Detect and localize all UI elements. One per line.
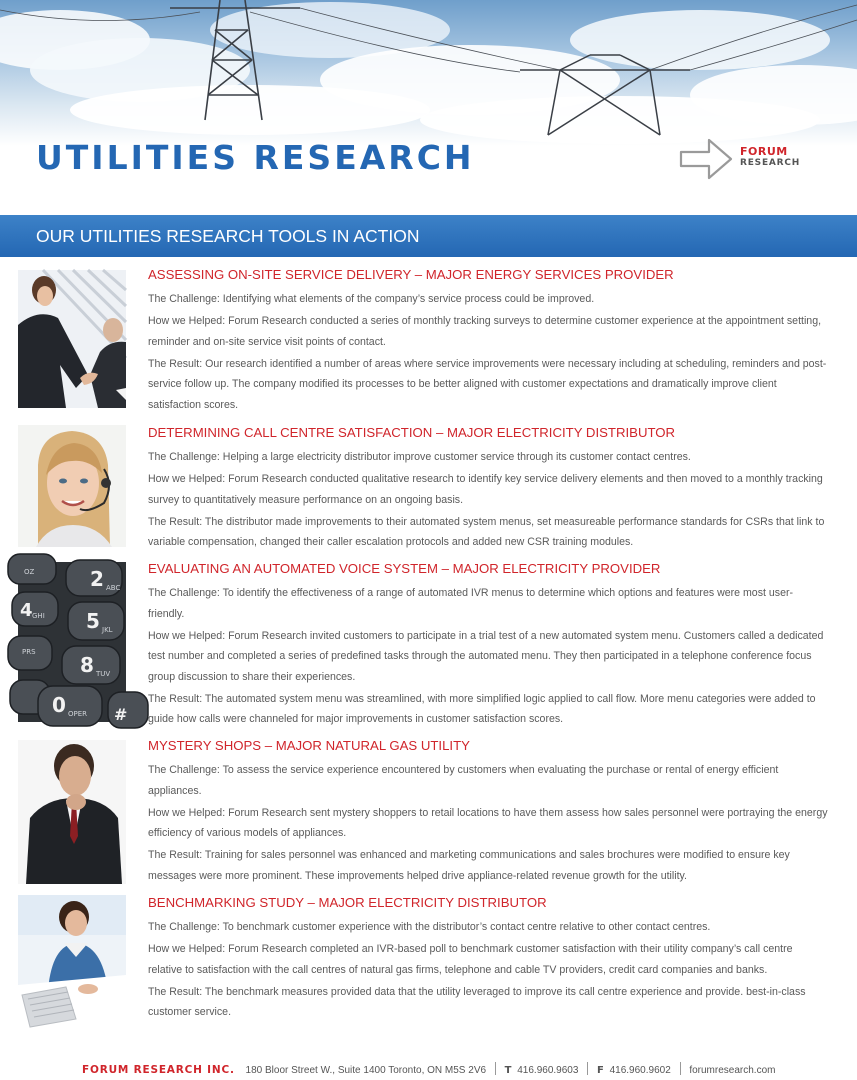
case-result: The Result: The benchmark measures provided data that the utility leveraged to improve its call centre experience and provide. best-in-class customer service. xyxy=(148,985,806,1018)
fax-icon: F xyxy=(596,1065,604,1076)
keypad-key-label: TUV xyxy=(96,670,111,678)
case-how-we-helped: How we Helped: Forum Research invited customers to participate in a trial test of a new automated system menu. Customers called a dedicated test number and completed a series of predefined tasks through the automated menu. They then participated in a telephone conference focus group discussion to share their experiences. xyxy=(148,629,824,683)
header-banner xyxy=(0,0,857,215)
keypad-key-label: OZ xyxy=(24,568,35,576)
keypad-key-label: JKL xyxy=(102,626,113,634)
section-title: OUR UTILITIES RESEARCH TOOLS IN ACTION xyxy=(36,226,420,246)
case-body xyxy=(148,895,828,1023)
woman-at-computer-photo xyxy=(18,895,126,1030)
keypad-key-label: 8 xyxy=(80,653,94,677)
logo-research-text: RESEARCH xyxy=(740,158,801,168)
case-challenge: The Challenge: To identify the effectiveness of a range of automated IVR menus to determine which options and features were most user-friendly. xyxy=(148,587,794,620)
footer xyxy=(82,1062,775,1078)
section-band xyxy=(0,215,857,257)
case-challenge: The Challenge: Helping a large electricity distributor improve customer service through its customer contact centres. xyxy=(148,451,691,463)
keypad-key-label: 4 xyxy=(20,600,33,621)
call-centre-agent-photo xyxy=(18,425,126,547)
footer-website-link[interactable]: forumresearch.com xyxy=(689,1065,776,1076)
phone-keypad-photo xyxy=(18,562,126,722)
case-how-we-helped: How we Helped: Forum Research sent mystery shoppers to retail locations to have them assess how sales personnel were portraying the energy efficiency of various models of appliances. xyxy=(148,806,828,839)
case-body xyxy=(148,425,828,553)
case-title: BENCHMARKING STUDY – MAJOR ELECTRICITY DISTRIBUTOR xyxy=(148,895,547,910)
case-body xyxy=(148,738,828,886)
case-result: The Result: The distributor made improvements to their automated system menus, set measureable performance standards for CSRs that link to variable compensation, changed their caller escalation protocols and added new CSR training modules. xyxy=(148,515,825,548)
keypad-key-label: 0 xyxy=(52,693,66,717)
divider xyxy=(680,1062,681,1075)
case-title: EVALUATING AN AUTOMATED VOICE SYSTEM – MAJOR ELECTRICITY PROVIDER xyxy=(148,561,661,576)
keypad-key-label: 5 xyxy=(86,609,100,633)
case-title: MYSTERY SHOPS – MAJOR NATURAL GAS UTILITY xyxy=(148,738,470,753)
keypad-key-label: 2 xyxy=(90,567,104,591)
arrow-logo-icon xyxy=(679,136,735,182)
case-how-we-helped: How we Helped: Forum Research conducted qualitative research to identify key service delivery elements and then moved to a monthly tracking survey to quantitatively measure performance on an ongoing basis. xyxy=(148,473,823,506)
logo-forum-text: FORUM xyxy=(740,145,788,158)
case-result: The Result: Training for sales personnel was enhanced and marketing communications and sales brochures were modified to ensure key messages were more prominent. These improvements helped drive appliance-related revenue growth for the utility. xyxy=(148,849,790,882)
case-challenge: The Challenge: To assess the service experience encountered by customers when evaluating the purchase or rental of energy efficient appliances. xyxy=(148,764,779,797)
case-title: DETERMINING CALL CENTRE SATISFACTION – MAJOR ELECTRICITY DISTRIBUTOR xyxy=(148,425,676,440)
case-body xyxy=(148,561,828,730)
footer-address: 180 Bloor Street W., Suite 1400 Toronto, ON M5S 2V6 xyxy=(245,1065,487,1076)
case-body xyxy=(148,267,828,415)
case-how-we-helped: How we Helped: Forum Research conducted a series of monthly tracking surveys to determine customer experience at the appointment setting, reminder and on-site service visit points of contact. xyxy=(148,315,822,348)
case-challenge: The Challenge: Identifying what elements of the company’s service process could be improved. xyxy=(148,293,595,305)
case-result: The Result: The automated system menu was streamlined, with more simplified logic applied to call flow. More menu categories were added to guide how calls were channeled for major improvements in customer satisfaction scores. xyxy=(148,692,816,725)
page-title: UTILITIES RESEARCH xyxy=(36,138,475,177)
keypad-key-label: PRS xyxy=(22,648,36,656)
case-result: The Result: Our research identified a number of areas where service improvements were necessary including at scheduling, reminders and post-service follow up. The company modified its processes to be better aligned with customer expectations and dramatically improve client satisfaction scores. xyxy=(148,357,827,411)
handshake-photo xyxy=(18,270,126,408)
keypad-key-label: # xyxy=(114,705,128,724)
keypad-key-label: OPER xyxy=(68,710,88,718)
forum-research-logo xyxy=(679,136,829,182)
footer-fax: 416.960.9602 xyxy=(609,1065,671,1076)
mystery-shopper-photo xyxy=(18,740,126,884)
keypad-key-label: GHI xyxy=(32,612,45,620)
footer-phone: 416.960.9603 xyxy=(517,1065,579,1076)
phone-icon: T xyxy=(504,1065,512,1076)
divider xyxy=(587,1062,588,1075)
case-how-we-helped: How we Helped: Forum Research completed an IVR-based poll to benchmark customer satisfaction with their utility company’s call centre relative to satisfaction with the call centres of natural gas firms, telephone and cable TV providers, credit card companies and banks. xyxy=(148,943,793,976)
footer-company: FORUM RESEARCH INC. xyxy=(82,1064,235,1076)
divider xyxy=(495,1062,496,1075)
case-title: ASSESSING ON-SITE SERVICE DELIVERY – MAJOR ENERGY SERVICES PROVIDER xyxy=(148,267,674,282)
sky-power-lines-image xyxy=(0,0,857,150)
keypad-key-label: ABC xyxy=(106,584,121,592)
case-challenge: The Challenge: To benchmark customer experience with the distributor’s contact centre relative to other contact centres. xyxy=(148,921,711,933)
